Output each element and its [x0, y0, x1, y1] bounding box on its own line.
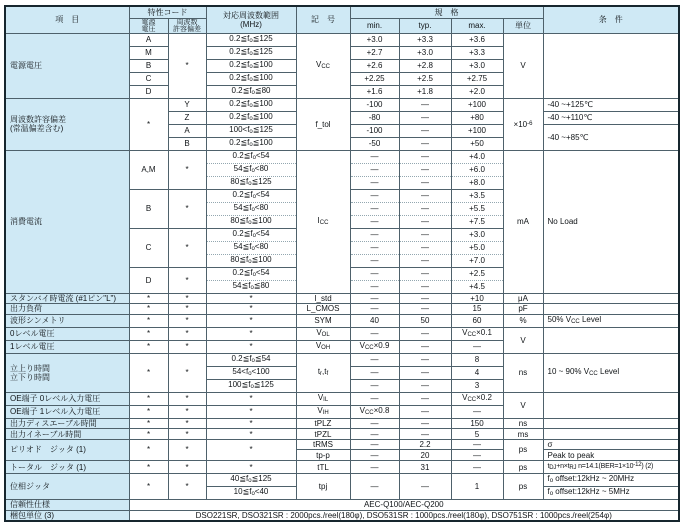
table-cell: 3 — [451, 379, 503, 392]
table-cell: 1 — [451, 474, 503, 500]
column-header: 項 目 — [5, 6, 129, 33]
table-cell: * — [206, 429, 296, 440]
table-cell: +3.0 — [350, 33, 399, 46]
table-row — [5, 500, 679, 511]
table-cell: +50 — [451, 137, 503, 150]
table-cell: 2.2 — [399, 439, 451, 450]
table-row — [5, 98, 679, 111]
table-cell: $V_{IL}$ — [296, 392, 350, 405]
table-cell: mA — [503, 150, 543, 293]
table-cell: * — [168, 405, 206, 418]
table-cell: — — [399, 124, 451, 137]
table-cell: ns — [503, 418, 543, 429]
table-cell: * — [168, 150, 206, 189]
table-cell: — — [399, 405, 451, 418]
column-header: 電源 電圧 — [129, 18, 168, 33]
table-cell: — — [350, 241, 399, 254]
table-cell: B — [129, 59, 168, 72]
row-label: 梱包単位 (3) — [5, 510, 129, 521]
table-cell: +3.3 — [451, 46, 503, 59]
table-cell: +4.0 — [451, 150, 503, 163]
column-header: 周波数 許容偏差 — [168, 18, 206, 33]
table-cell: +100 — [451, 98, 503, 111]
table-cell: tpj — [296, 474, 350, 500]
table-cell: $t_r,t_f$ — [296, 353, 350, 392]
table-cell — [543, 33, 679, 98]
table-cell: * — [168, 429, 206, 440]
table-cell: — — [350, 280, 399, 293]
row-label: OE端子 1レベル入力電圧 — [5, 405, 129, 418]
table-cell: +2.5 — [399, 72, 451, 85]
table-cell: V — [503, 327, 543, 353]
table-cell: — — [451, 450, 503, 461]
table-cell: * — [129, 314, 168, 327]
table-cell: V — [503, 33, 543, 98]
table-cell: — — [350, 327, 399, 340]
table-cell: +6.0 — [451, 163, 503, 176]
table-cell: A,M — [129, 150, 168, 189]
table-row — [5, 327, 679, 340]
table-cell: tPZL — [296, 429, 350, 440]
table-cell: — — [350, 228, 399, 241]
table-cell — [543, 293, 679, 304]
table-cell: — — [350, 392, 399, 405]
spec-table — [4, 5, 680, 522]
table-cell: — — [399, 353, 451, 366]
table-cell — [543, 392, 679, 418]
table-cell: L_CMOS — [296, 304, 350, 315]
table-cell: * — [168, 439, 206, 460]
column-header: typ. — [399, 18, 451, 33]
table-cell: +7.0 — [451, 254, 503, 267]
table-cell: $80≦f_o≦125$ — [206, 176, 296, 189]
table-cell: $V_{IH}$ — [296, 405, 350, 418]
table-cell: No Load — [543, 150, 679, 293]
table-cell: f_tol — [296, 98, 350, 150]
table-cell: — — [399, 280, 451, 293]
table-cell: — — [399, 254, 451, 267]
table-cell: tPLZ — [296, 418, 350, 429]
table-cell: * — [168, 267, 206, 293]
table-cell: +1.8 — [399, 85, 451, 98]
column-header: 条 件 — [543, 6, 679, 33]
table-cell: +100 — [451, 124, 503, 137]
table-cell: ms — [503, 429, 543, 440]
table-cell: * — [168, 461, 206, 474]
table-cell: — — [399, 228, 451, 241]
table-cell: — — [399, 429, 451, 440]
table-cell: tRMS — [296, 439, 350, 450]
table-cell: $f_o$ offset:12kHz ~ 5MHz — [543, 487, 679, 500]
table-cell: * — [206, 405, 296, 418]
table-cell: — — [399, 137, 451, 150]
table-cell: B — [168, 137, 206, 150]
table-cell: +8.0 — [451, 176, 503, 189]
row-label: 周波数許容偏差 (常温偏差含む) — [5, 98, 129, 150]
table-cell: $10≦f_o<40$ — [206, 487, 296, 500]
table-cell: * — [129, 439, 168, 460]
table-cell: * — [129, 98, 168, 150]
table-cell: +2.7 — [350, 46, 399, 59]
spec-table-body — [5, 33, 679, 521]
table-cell: — — [399, 474, 451, 500]
row-label: 出力イネーブル時間 — [5, 429, 129, 440]
table-cell: — — [399, 215, 451, 228]
table-cell: 20 — [399, 450, 451, 461]
table-cell: — — [399, 241, 451, 254]
table-cell: * — [206, 439, 296, 460]
table-cell: — — [399, 150, 451, 163]
table-cell: +2.6 — [350, 59, 399, 72]
table-cell: pF — [503, 304, 543, 315]
table-cell: ns — [503, 353, 543, 392]
table-cell: * — [168, 33, 206, 98]
table-cell: +10 — [451, 293, 503, 304]
table-cell: $80≦f_o≦100$ — [206, 215, 296, 228]
column-header: 記 号 — [296, 6, 350, 33]
table-cell: +3.0 — [451, 59, 503, 72]
table-cell: — — [451, 340, 503, 353]
table-cell: — — [350, 215, 399, 228]
row-label: 出力ディスエーブル時間 — [5, 418, 129, 429]
table-cell: — — [350, 439, 399, 450]
table-cell: — — [399, 340, 451, 353]
table-cell: * — [168, 293, 206, 304]
table-cell: — — [350, 254, 399, 267]
table-cell: AEC-Q100/AEC-Q200 — [129, 500, 679, 511]
table-row — [5, 353, 679, 366]
table-cell: +3.6 — [451, 33, 503, 46]
table-cell: $40≦f_o≦125$ — [206, 474, 296, 487]
table-cell: $54<f_o<100$ — [206, 366, 296, 379]
table-cell: +5.5 — [451, 202, 503, 215]
column-header: 単位 — [503, 18, 543, 33]
table-cell: -40 ~+85℃ — [543, 124, 679, 150]
table-cell — [543, 429, 679, 440]
table-cell: — — [399, 202, 451, 215]
table-cell: Z — [168, 111, 206, 124]
table-cell: 10 ~ 90% $V_{CC}$ Level — [543, 353, 679, 392]
table-cell: * — [129, 474, 168, 500]
table-cell: $100<f_o≦125$ — [206, 124, 296, 137]
row-label: スタンバイ時電流 (#1ピン"L") — [5, 293, 129, 304]
table-row — [5, 304, 679, 315]
table-cell: +1.6 — [350, 85, 399, 98]
table-cell: — — [399, 392, 451, 405]
table-cell: — — [350, 202, 399, 215]
spec-table-header — [5, 6, 679, 33]
table-cell: — — [399, 304, 451, 315]
table-cell: -100 — [350, 124, 399, 137]
table-cell: * — [129, 418, 168, 429]
row-label: 出力負荷 — [5, 304, 129, 315]
table-cell: $0.2≦f_o≦100$ — [206, 98, 296, 111]
table-cell: 31 — [399, 461, 451, 474]
table-cell: $0.2≦f_o≦125$ — [206, 46, 296, 59]
table-cell: B — [129, 189, 168, 228]
table-cell: $0.2≦f_o<54$ — [206, 267, 296, 280]
table-cell: — — [350, 267, 399, 280]
table-cell: * — [168, 228, 206, 267]
row-label: ピリオド ジッタ (1) — [5, 439, 129, 460]
table-cell: Y — [168, 98, 206, 111]
table-cell: — — [399, 176, 451, 189]
table-cell: +2.75 — [451, 72, 503, 85]
table-cell: * — [129, 340, 168, 353]
table-cell: +3.3 — [399, 33, 451, 46]
table-cell: D — [129, 267, 168, 293]
table-cell: — — [350, 461, 399, 474]
table-cell: * — [168, 392, 206, 405]
table-cell: 50% $V_{CC}$ Level — [543, 314, 679, 327]
table-cell: 5 — [451, 429, 503, 440]
table-cell: +3.5 — [451, 189, 503, 202]
table-cell: $0.2≦f_o<54$ — [206, 189, 296, 202]
table-cell: $0.2≦f_o≦125$ — [206, 33, 296, 46]
table-row — [5, 461, 679, 474]
table-cell: tTL — [296, 461, 350, 474]
table-row — [5, 150, 679, 163]
column-header: max. — [451, 18, 503, 33]
table-cell: * — [206, 418, 296, 429]
column-header: 対応周波数範囲 (MHz) — [206, 6, 296, 33]
table-cell: — — [399, 418, 451, 429]
table-cell: D — [129, 85, 168, 98]
table-cell — [543, 418, 679, 429]
table-cell: * — [129, 461, 168, 474]
table-cell: $V_{CC}$ — [296, 33, 350, 98]
table-cell: * — [168, 327, 206, 340]
table-cell: $V_{CC}\times 0.2$ — [451, 392, 503, 405]
table-cell: — — [350, 163, 399, 176]
row-label: 立上り時間 立下り時間 — [5, 353, 129, 392]
row-label: 0レベル電圧 — [5, 327, 129, 340]
table-row — [5, 293, 679, 304]
table-row — [5, 474, 679, 487]
table-cell: $\times 10^{-6}$ — [503, 98, 543, 150]
table-cell: — — [350, 293, 399, 304]
table-row — [5, 33, 679, 46]
table-cell: $0.2≦f_o≦100$ — [206, 59, 296, 72]
table-cell: — — [451, 439, 503, 450]
table-cell: * — [129, 293, 168, 304]
table-cell: +3.0 — [399, 46, 451, 59]
table-cell: DSO221SR, DSO321SR : 2000pcs./reel(180φ), DSO531SR : 1000pcs./reel(180φ), DSO751SR : 1000pcs./reel(254φ) — [129, 510, 679, 521]
table-cell: — — [399, 189, 451, 202]
table-cell: * — [206, 314, 296, 327]
table-cell: * — [206, 293, 296, 304]
table-cell: $0.2≦f_o≦100$ — [206, 72, 296, 85]
table-cell: +2.25 — [350, 72, 399, 85]
table-cell: $100≦f_o≦125$ — [206, 379, 296, 392]
table-cell: -40 ~+125℃ — [543, 98, 679, 111]
table-cell: — — [399, 327, 451, 340]
table-cell: — — [399, 267, 451, 280]
column-header: 規 格 — [350, 6, 543, 18]
table-cell: * — [129, 392, 168, 405]
table-cell: $54≦f_o≦80$ — [206, 280, 296, 293]
table-cell: A — [168, 124, 206, 137]
table-row — [5, 314, 679, 327]
table-cell: — — [350, 450, 399, 461]
table-cell: -100 — [350, 98, 399, 111]
table-row — [5, 439, 679, 450]
table-cell: 50 — [399, 314, 451, 327]
row-label: OE端子 0レベル入力電圧 — [5, 392, 129, 405]
header-row — [5, 6, 679, 18]
table-cell: ps — [503, 461, 543, 474]
table-cell — [543, 304, 679, 315]
row-label: 電源電圧 — [5, 33, 129, 98]
table-cell: I_std — [296, 293, 350, 304]
table-cell: * — [129, 353, 168, 392]
table-cell: A — [129, 33, 168, 46]
table-cell: +7.5 — [451, 215, 503, 228]
row-label: 1レベル電圧 — [5, 340, 129, 353]
row-label: 波形シンメトリ — [5, 314, 129, 327]
table-cell: ps — [503, 439, 543, 460]
table-cell: $0.2≦f_o<54$ — [206, 228, 296, 241]
table-cell: — — [350, 150, 399, 163]
table-cell: C — [129, 228, 168, 267]
table-cell: * — [206, 392, 296, 405]
table-cell: V — [503, 392, 543, 418]
row-label: 消費電流 — [5, 150, 129, 293]
table-cell: % — [503, 314, 543, 327]
table-cell: — — [451, 405, 503, 418]
table-cell: +5.0 — [451, 241, 503, 254]
table-cell: $t_{DJ}+n\times t_{RJ}$ $n=14.1(BER=1\times 10^{-12})$ (2) — [543, 461, 679, 474]
table-cell: $V_{CC}\times 0.8$ — [350, 405, 399, 418]
table-cell: $0.2≦f_o≦100$ — [206, 111, 296, 124]
table-cell: tp-p — [296, 450, 350, 461]
table-cell: — — [350, 189, 399, 202]
table-cell: — — [350, 379, 399, 392]
table-cell: $54≦f_o<80$ — [206, 163, 296, 176]
table-cell: $80≦f_o≦100$ — [206, 254, 296, 267]
table-cell: μA — [503, 293, 543, 304]
table-cell: * — [168, 340, 206, 353]
row-label: トータル ジッタ (1) — [5, 461, 129, 474]
table-cell: +2.5 — [451, 267, 503, 280]
table-cell: $V_{OL}$ — [296, 327, 350, 340]
table-cell: $0.2≦f_o≦80$ — [206, 85, 296, 98]
table-cell: * — [206, 340, 296, 353]
table-cell — [543, 327, 679, 353]
table-cell: * — [168, 353, 206, 392]
table-cell: 8 — [451, 353, 503, 366]
table-cell: — — [399, 366, 451, 379]
table-cell: * — [206, 461, 296, 474]
table-cell: +3.0 — [451, 228, 503, 241]
table-cell: +2.0 — [451, 85, 503, 98]
table-cell: — — [399, 379, 451, 392]
table-cell: * — [168, 418, 206, 429]
row-label: 位相ジッタ — [5, 474, 129, 500]
table-cell: 150 — [451, 418, 503, 429]
table-cell: * — [206, 304, 296, 315]
table-cell: $V_{CC}\times 0.1$ — [451, 327, 503, 340]
table-cell: — — [350, 418, 399, 429]
table-cell: -50 — [350, 137, 399, 150]
table-cell: * — [168, 304, 206, 315]
table-cell: — — [399, 293, 451, 304]
table-cell: 4 — [451, 366, 503, 379]
table-cell: -40 ~+110℃ — [543, 111, 679, 124]
table-cell: — — [350, 429, 399, 440]
table-cell: $0.2≦f_o≦100$ — [206, 137, 296, 150]
column-header: 特性コード — [129, 6, 206, 18]
table-cell: — — [451, 461, 503, 474]
table-cell: 60 — [451, 314, 503, 327]
table-cell: * — [168, 189, 206, 228]
table-cell: — — [399, 98, 451, 111]
table-cell: +80 — [451, 111, 503, 124]
table-cell: +4.5 — [451, 280, 503, 293]
row-label: 信頼性仕様 — [5, 500, 129, 511]
table-cell: -80 — [350, 111, 399, 124]
table-cell: * — [129, 304, 168, 315]
table-cell: — — [350, 474, 399, 500]
table-cell: — — [350, 176, 399, 189]
table-cell: $I_{CC}$ — [296, 150, 350, 293]
table-cell: — — [399, 163, 451, 176]
table-cell: — — [399, 111, 451, 124]
column-header: min. — [350, 18, 399, 33]
table-cell: * — [129, 327, 168, 340]
table-cell: $0.2≦f_o<54$ — [206, 150, 296, 163]
table-row — [5, 429, 679, 440]
table-cell: — — [350, 304, 399, 315]
table-cell: $0.2≦f_o≦54$ — [206, 353, 296, 366]
table-cell: $54≦f_o<80$ — [206, 202, 296, 215]
table-cell: * — [168, 314, 206, 327]
table-cell: $f_o$ offset:12kHz ~ 20MHz — [543, 474, 679, 487]
table-row — [5, 418, 679, 429]
table-row — [5, 510, 679, 521]
table-cell: ps — [503, 474, 543, 500]
table-cell: 40 — [350, 314, 399, 327]
table-cell: * — [129, 429, 168, 440]
table-row — [5, 392, 679, 405]
table-cell: C — [129, 72, 168, 85]
table-cell: — — [350, 353, 399, 366]
table-cell: * — [168, 474, 206, 500]
table-cell: σ — [543, 439, 679, 450]
table-cell: — — [350, 366, 399, 379]
table-cell: 15 — [451, 304, 503, 315]
table-cell: * — [206, 327, 296, 340]
table-cell: $V_{CC}\times 0.9$ — [350, 340, 399, 353]
table-cell: $V_{OH}$ — [296, 340, 350, 353]
table-cell: * — [129, 405, 168, 418]
table-cell: SYM — [296, 314, 350, 327]
table-cell: Peak to peak — [543, 450, 679, 461]
table-cell: +2.8 — [399, 59, 451, 72]
table-cell: M — [129, 46, 168, 59]
table-cell: $54≦f_o<80$ — [206, 241, 296, 254]
